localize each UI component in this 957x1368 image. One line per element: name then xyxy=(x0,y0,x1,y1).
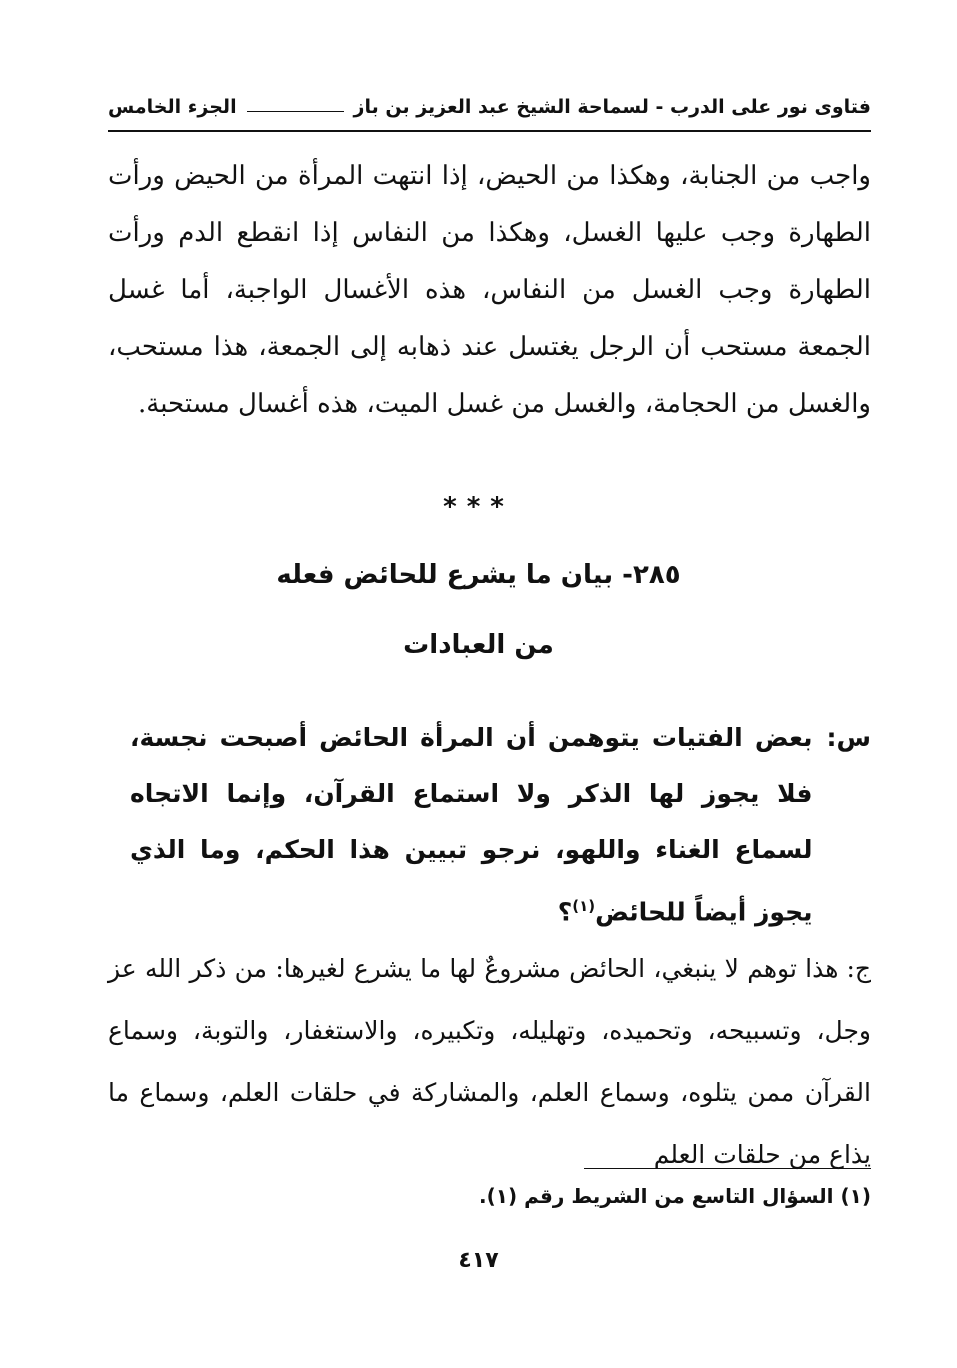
book-title: فتاوى نور على الدرب - لسماحة الشيخ عبد العزيز بن باز xyxy=(353,96,871,118)
running-header xyxy=(108,92,871,122)
section-separator: *** xyxy=(443,492,514,522)
question-text: بعض الفتيات يتوهمن أن المرأة الحائض أصبحت نجسة، فلا يجوز لها الذكر ولا استماع القرآن، وإنما الاتجاه لسماع الغناء واللهو، نرجو تبيين هذا الحكم، وما الذي يجوز أيضاً للحائض xyxy=(130,723,813,927)
section-subtitle: من العبادات xyxy=(403,630,554,660)
header-dash xyxy=(247,111,344,112)
footnote-rule xyxy=(584,1168,871,1169)
intro-paragraph: واجب من الجنابة، وهكذا من الحيض، إذا انتهت المرأة من الحيض ورأت الطهارة وجب عليها الغسل، وهكذا من النفاس إذا انقطع الدم ورأت الطهارة وجب الغسل من النفاس، هذه الأغسال الواجبة، أما غسل الجمعة مستحب أن الرجل يغتسل عند ذهابه إلى الجمعة، هذا مستحب، والغسل من الحجامة، والغسل من غسل الميت، هذه أغسال مستحبة. xyxy=(108,161,871,419)
question-text-wrapper xyxy=(130,710,813,940)
question-block xyxy=(130,710,871,940)
header-rule xyxy=(108,130,871,132)
page-number: ٤١٧ xyxy=(458,1248,499,1273)
answer-block xyxy=(108,938,871,1186)
section-title: ٢٨٥- بيان ما يشرع للحائض فعله xyxy=(276,560,681,590)
answer-prefix: ج: xyxy=(846,954,871,983)
footnote: (١) السؤال التاسع من الشريط رقم (١). xyxy=(479,1184,871,1208)
footnote-ref: (١) xyxy=(572,897,596,915)
question-end: ؟ xyxy=(557,897,573,927)
volume-label: الجزء الخامس xyxy=(108,96,237,118)
answer-text: هذا توهم لا ينبغي، الحائض مشروعٌ لها ما يشرع لغيرها: من ذكر الله عز وجل، وتسبيحه، وتحميده، وتهليله، وتكبيره، والاستغفار، والتوبة، وسماع القرآن ممن يتلوه، وسماع العلم، والمشاركة في حلقات العلم، وسماع ما يذاع من حلقات العلم xyxy=(108,954,871,1169)
question-prefix: س: xyxy=(826,723,871,752)
